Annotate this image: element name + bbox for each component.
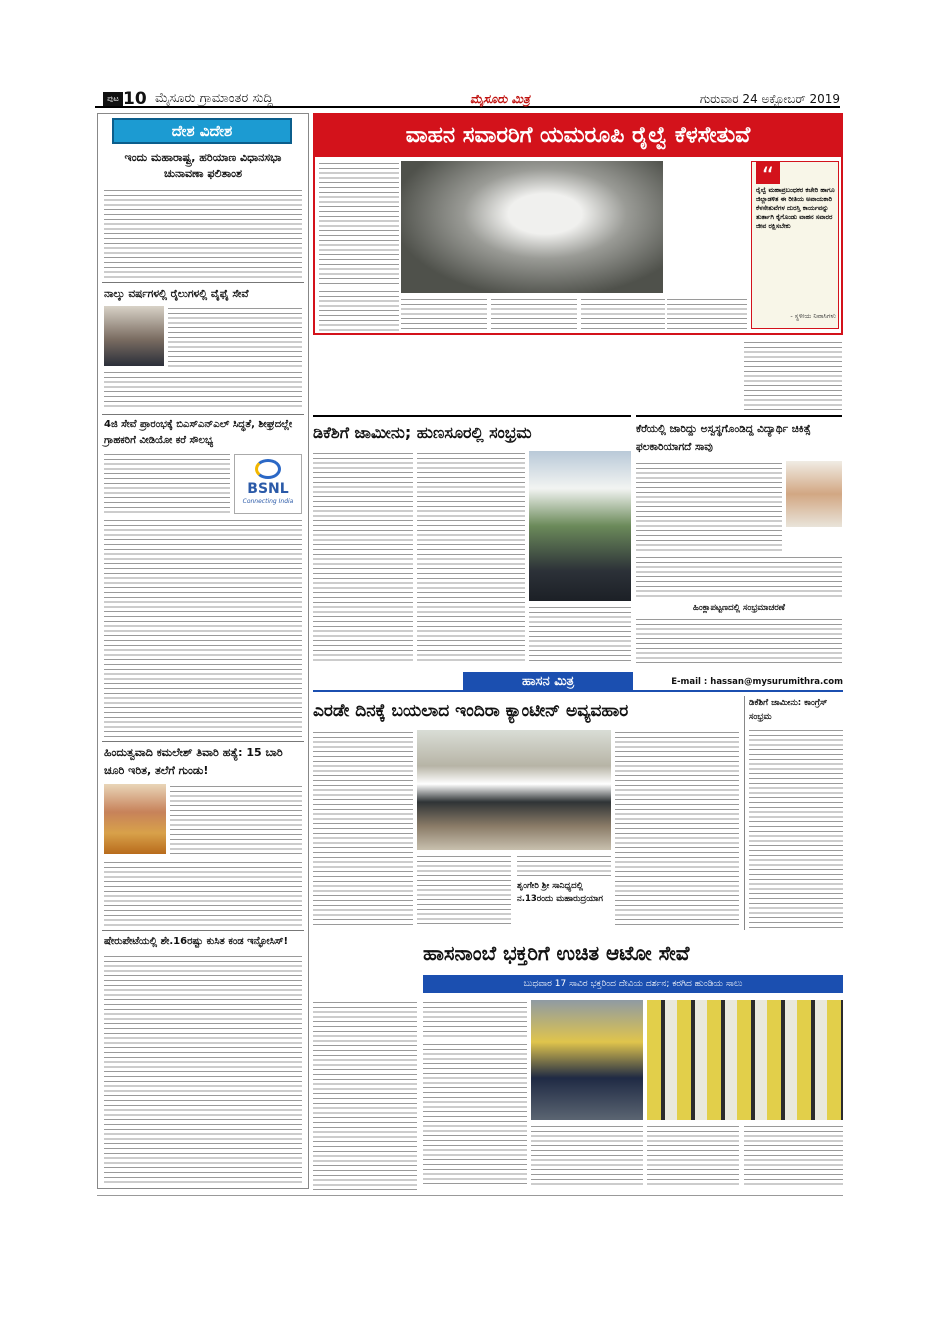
story-canteen-body-4	[615, 730, 739, 926]
story-side-bail-body	[749, 728, 843, 928]
story-infosys-body	[104, 954, 302, 1184]
story-auto-body-6	[744, 1124, 843, 1188]
story-bsnl-body	[104, 452, 230, 516]
story-auto-body-5	[647, 1124, 739, 1188]
minister-photo	[104, 306, 164, 366]
story-side-bail	[744, 696, 842, 930]
top-story-col1	[319, 289, 399, 331]
hassan-section-title: ಹಾಸನ ಮಿತ್ರ	[521, 674, 575, 689]
underpass-photo	[401, 161, 663, 293]
bsnl-logo-tagline: Connecting India	[242, 498, 294, 505]
story-canteen-body-1	[313, 730, 413, 926]
story-election-body	[104, 188, 302, 278]
story-wifi-body	[168, 306, 302, 368]
story-bail	[313, 415, 631, 665]
story-tiwari-body-2	[104, 860, 302, 926]
story-auto-subhead-bar	[423, 975, 843, 993]
canteen-photo	[417, 730, 611, 850]
top-story-quote	[751, 161, 839, 329]
story-lake-body	[636, 461, 782, 551]
auto-rickshaw-photo	[647, 1000, 843, 1120]
top-story-continued	[744, 340, 842, 410]
story-election-headline: ಇಂದು ಮಹಾರಾಷ್ಟ್ರ, ಹರಿಯಾಣ ವಿಧಾನಸಭಾ ಚುನಾವಣಾ ಫಲಿತಾಂಶ	[124, 151, 282, 180]
section-name: ಮೈಸೂರು ಗ್ರಾಮಾಂತರ ಸುದ್ದಿ	[155, 91, 273, 106]
story-bail-headline: ಡಿಕೆಶಿಗೆ ಜಾಮೀನು; ಹುಣಸೂರಲ್ಲಿ ಸಂಭ್ರಮ	[313, 423, 532, 442]
section-title-banner	[112, 118, 292, 144]
celebration-photo	[529, 451, 631, 601]
bsnl-logo-text: BSNL	[247, 481, 289, 497]
divider	[102, 282, 304, 283]
story-sringeri-headline: ಶೃಂಗೇರಿ ಶ್ರೀ ಸಾನಿಧ್ಯದಲ್ಲಿ ನ.13ರಂದು ಮಹಾರುದ್ರಯಾಗ	[517, 881, 603, 904]
story-bail-body-3	[529, 605, 631, 661]
top-story-intro	[319, 161, 399, 285]
story-auto-body-4	[531, 1124, 643, 1188]
story-canteen	[313, 696, 739, 930]
story-auto-body-2	[423, 1000, 527, 1038]
bsnl-logo-mark	[255, 459, 281, 479]
story-auto-subhead: ಬುಧವಾರ 17 ಸಾವಿರ ಭಕ್ತರಿಂದ ದೇವಿಯ ದರ್ಶನ; ಕರಗಿದ ಹುಂಡಿಯ ಸಾಲು	[523, 979, 743, 989]
story-lake	[636, 415, 842, 665]
top-story-col3	[491, 297, 577, 331]
story-auto-headline-bar	[423, 935, 843, 971]
left-column	[97, 113, 309, 1189]
issue-date: ಗುರುವಾರ 24 ಅಕ್ಟೋಬರ್ 2019	[699, 92, 840, 106]
story-canteen-body-3	[517, 854, 611, 876]
story-bail-body-1	[313, 451, 413, 661]
top-story-col2	[401, 297, 487, 331]
story-infosys-headline: ಷೇರುಪೇಟೆಯಲ್ಲಿ ಶೇ.16ರಷ್ಟು ಕುಸಿತ ಕಂಡ ಇನ್ಫೋಸಿಸ್!	[104, 936, 289, 947]
student-photo	[786, 461, 842, 527]
section-title: ದೇಶ ವಿದೇಶ	[171, 122, 233, 140]
page-number: 10	[123, 89, 147, 109]
top-story-headline: ವಾಹನ ಸವಾರರಿಗೆ ಯಮರೂಪಿ ರೈಲ್ವೆ ಕೆಳಸೇತುವೆ	[405, 123, 751, 148]
bsnl-logo	[234, 454, 302, 514]
story-canteen-body-2	[417, 854, 511, 926]
top-story-col5	[667, 297, 747, 331]
story-wifi-body-2	[104, 370, 302, 410]
top-story	[313, 113, 843, 335]
bottom-rule	[97, 1195, 843, 1196]
quote-attribution: - ಸ್ಥಳೀಯ ನಿವಾಸಿಗಳು	[790, 312, 836, 320]
devotee-photo	[531, 1000, 643, 1120]
story-bsnl-headline: 4ಜಿ ಸೇವೆ ಪ್ರಾರಂಭಕ್ಕೆ ಬಿಎಸ್‌ಎನ್‌ಎಲ್ ಸಿದ್ಧತೆ, ಶೀಘ್ರದಲ್ಲೇ ಗ್ರಾಹಕರಿಗೆ ವೀಡಿಯೋ ಕರೆ ಸೌಲಭ್ಯ	[104, 419, 293, 446]
page-header	[95, 90, 840, 108]
story-lake-body-2	[636, 555, 842, 597]
story-auto-headline: ಹಾಸನಾಂಬೆ ಭಕ್ತರಿಗೆ ಉಚಿತ ಆಟೋ ಸೇವೆ	[423, 941, 690, 965]
story-lake-headline: ಕೆರೆಯಲ್ಲಿ ಜಾರಿದ್ದು ಅಸ್ವಸ್ಥಗೊಂಡಿದ್ದ ವಿದ್ಯಾರ್ಥಿ ಚಿಕಿತ್ಸೆ ಫಲಕಾರಿಯಾಗದೆ ಸಾವು	[636, 423, 811, 453]
hassan-email: E-mail : hassan@mysurumithra.com	[671, 677, 843, 687]
page-label: ಪುಟ	[103, 92, 123, 106]
top-story-col4	[581, 297, 665, 331]
story-canteen-headline: ಎರಡೇ ದಿನಕ್ಕೆ ಬಯಲಾದ ಇಂದಿರಾ ಕ್ಯಾಂಟೀನ್ ಅವ್ಯವಹಾರ	[313, 701, 629, 721]
quote-text: ರೈಲ್ವೆ ಮಹಾಪ್ರಬಂಧಕರ ಕಚೇರಿ ಹಾಗೂ ಜಿಲ್ಲಾಡಳಿತ ಈ ರೀತಿಯ ಅಪಾಯಕಾರಿ ಕೆಳಸೇತುವೆಗಳ ದುರಸ್ತಿ ಕಾರ್ಯವನ್ನು ತುರ್ತಾಗಿ ಕೈಗೊಂಡು ವಾಹನ ಸವಾರರ ಜೀವ ರಕ್ಷಿಸಬೇಕು	[756, 186, 835, 230]
top-story-headline-bar	[315, 115, 841, 157]
masthead: ಮೈಸೂರು ಮಿತ್ರ	[470, 92, 530, 106]
story-lake-subhead: ಹಿಂಕ್ಲಾಪಟ್ಟಣದಲ್ಲಿ ಸಂಭ್ರಮಾಚರಣೆ	[693, 603, 785, 613]
story-bsnl-body-2	[104, 518, 302, 738]
tiwari-photo	[104, 784, 166, 854]
divider	[102, 741, 304, 742]
story-wifi-headline: ನಾಲ್ಕು ವರ್ಷಗಳಲ್ಲಿ ರೈಲುಗಳಲ್ಲಿ ವೈಫೈ ಸೇವೆ	[104, 288, 249, 300]
story-lake-body-3	[636, 617, 842, 663]
hassan-section-bar	[313, 672, 843, 692]
story-tiwari-body	[170, 784, 302, 856]
story-auto-body-3	[423, 1042, 527, 1188]
divider	[102, 414, 304, 415]
hassan-title-box	[463, 672, 633, 692]
story-bail-body-2	[417, 451, 525, 661]
story-auto-body-1	[313, 1000, 417, 1190]
divider	[102, 930, 304, 931]
story-tiwari-headline: ಹಿಂದುತ್ವವಾದಿ ಕಮಲೇಶ್ ತಿವಾರಿ ಹತ್ಯೆ: 15 ಬಾರಿ ಚೂರಿ ಇರಿತ, ತಲೆಗೆ ಗುಂಡು!	[104, 746, 283, 777]
quote-mark-icon: “	[756, 162, 780, 184]
story-side-bail-headline: ಡಿಕೆಶಿಗೆ ಜಾಮೀನು: ಕಾಂಗ್ರೆಸ್ ಸಂಭ್ರಮ	[749, 698, 828, 722]
